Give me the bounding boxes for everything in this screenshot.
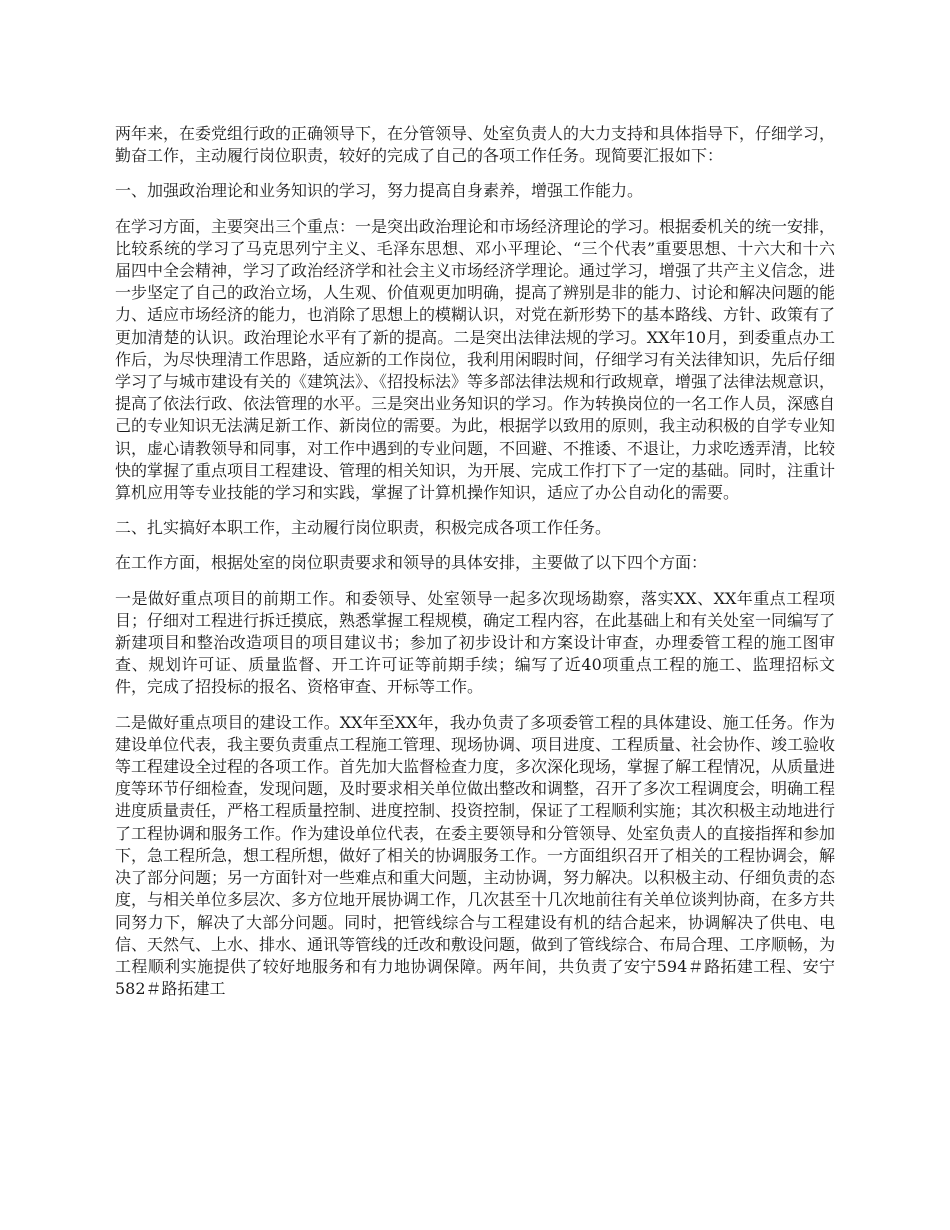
section-heading-study: 一、加强政治理论和业务知识的学习，努力提高自身素养，增强工作能力。 [115, 181, 644, 201]
preliminary-work-paragraph: 一是做好重点项目的前期工作。和委领导、处室领导一起多次现场勘察，落实XX、XX年重点工程项目；仔细对工程进行拆迁摸底，熟悉掌握工程规模，确定工程内容，在此基础上和有关处室一同编写了新建项目和整治改造项目的项目建议书；参加了初步设计和方案设计审查，办理委管工程的施工图审查、规划许可证、质量监督、开工许可证等前期手续；编写了近40项重点工程的施工、监理招标文件，完成了招投标的报名、资格审查、开标等工作。 [115, 588, 836, 697]
section-heading-duties: 二、扎实搞好本职工作，主动履行岗位职责，积极完成各项工作任务。 [115, 518, 612, 538]
intro-paragraph: 两年来，在委党组行政的正确领导下，在分管领导、处室负责人的大力支持和具体指导下，仔细学习，勤奋工作，主动履行岗位职责，较好的完成了自己的各项工作任务。现简要汇报如下： [115, 124, 836, 166]
study-paragraph: 在学习方面，主要突出三个重点：一是突出政治理论和市场经济理论的学习。根据委机关的统一安排，比较系统的学习了马克思列宁主义、毛泽东思想、邓小平理论、“三个代表”重要思想、十六大和十六届四中全会精神，学习了政治经济学和社会主义市场经济学理论。通过学习，增强了共产主义信念，进一步坚定了自己的政治立场，人生观、价值观更加明确，提高了辨别是非的能力、讨论和解决问题的能力、适应市场经济的能力，也消除了思想上的模糊认识，对党在新形势下的基本路线、方针、政策有了更加清楚的认识。政治理论水平有了新的提高。二是突出法律法规的学习。XX年10月，到委重点办工作后，为尽快理清工作思路，适应新的工作岗位，我利用闲暇时间，仔细学习有关法律知识，先后仔细学习了与城市建设有关的《建筑法》、《招投标法》等多部法律法规和行政规章，增强了法律法规意识，提高了依法行政、依法管理的水平。三是突出业务知识的学习。作为转换岗位的一名工作人员，深感自己的专业知识无法满足新工作、新岗位的需要。为此，根据学以致用的原则，我主动积极的自学专业知识，虚心请教领导和同事，对工作中遇到的专业问题，不回避、不推诿、不退让，力求吃透弄清，比较快的掌握了重点项目工程建设、管理的相关知识，为开展、完成工作打下了一定的基础。同时，注重计算机应用等专业技能的学习和实践，掌握了计算机操作知识，适应了办公自动化的需要。 [115, 216, 836, 503]
construction-work-paragraph: 二是做好重点项目的建设工作。XX年至XX年，我办负责了多项委管工程的具体建设、施工任务。作为建设单位代表，我主要负责重点工程施工管理、现场协调、项目进度、工程质量、社会协作、竣工验收等工程建设全过程的各项工作。首先加大监督检查力度，多次深化现场，掌握了解工程情况，从质量进度等环节仔细检查，发现问题，及时要求相关单位做出整改和调整，召开了多次工程调度会，明确工程进度质量责任，严格工程质量控制、进度控制、投资控制，保证了工程顺利实施；其次积极主动地进行了工程协调和服务工作。作为建设单位代表，在委主要领导和分管领导、处室负责人的直接指挥和参加下，急工程所急，想工程所想，做好了相关的协调服务工作。一方面组织召开了相关的工程协调会，解决了部分问题；另一方面针对一些难点和重大问题，主动协调，努力解决。以积极主动、仔细负责的态度，与相关单位多层次、多方位地开展协调工作，几次甚至十几次地前往有关单位谈判协商，在多方共同努力下，解决了大部分问题。同时，把管线综合与工程建设有机的结合起来，协调解决了供电、电信、天然气、上水、排水、通讯等管线的迁改和敷设问题，做到了管线综合、布局合理、工序顺畅，为工程顺利实施提供了较好地服务和有力地协调保障。两年间，共负责了安宁594＃路拓建工程、安宁582＃路拓建工 [115, 712, 836, 999]
document-page [115, 123, 835, 1013]
work-overview-paragraph: 在工作方面，根据处室的岗位职责要求和领导的具体安排，主要做了以下四个方面： [115, 553, 708, 573]
